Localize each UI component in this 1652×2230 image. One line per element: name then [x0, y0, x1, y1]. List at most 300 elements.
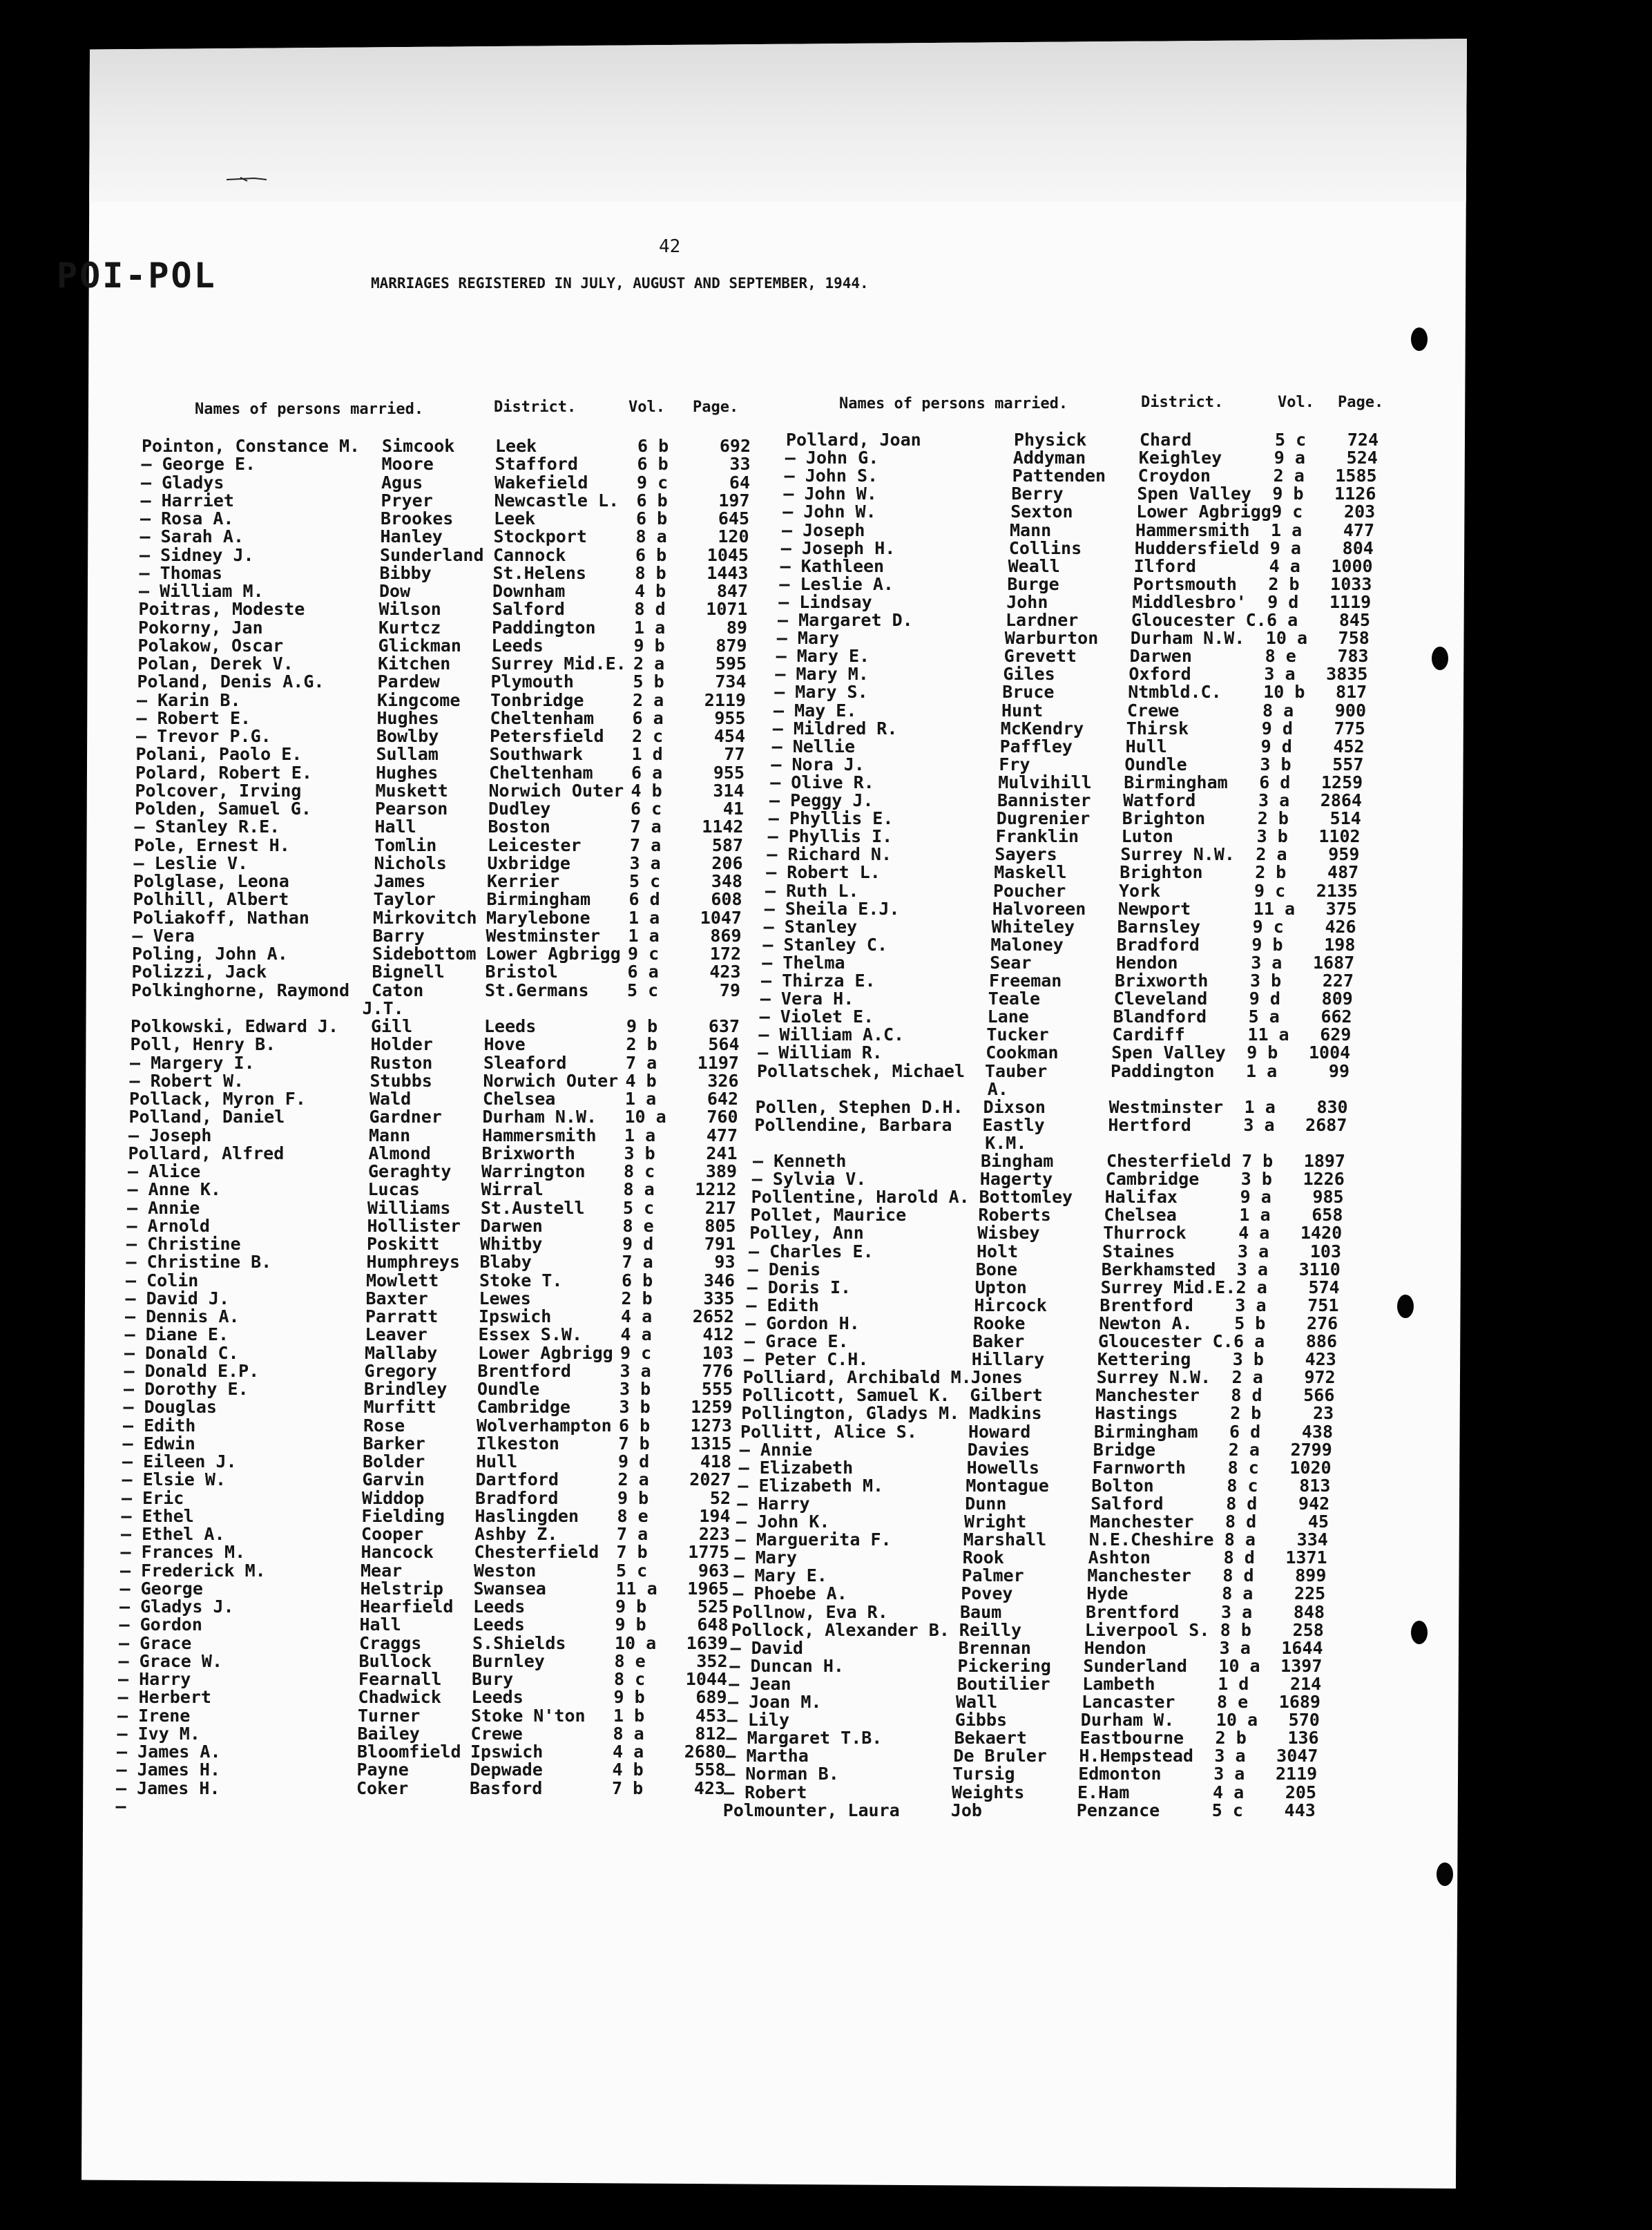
- entry-page: 1273: [690, 1415, 732, 1436]
- entry-page: 899: [1295, 1565, 1327, 1586]
- register-entry: [123, 1435, 731, 1453]
- entry-vol: 9 c: [1252, 916, 1284, 937]
- entry-page: 438: [1301, 1421, 1333, 1442]
- entry-spouse: Payne: [356, 1760, 409, 1780]
- left-district-header: District.: [494, 399, 577, 416]
- register-entry: [129, 1108, 737, 1126]
- entry-name: — Gordon H.: [745, 1313, 860, 1333]
- entry-page: 775: [1334, 718, 1365, 738]
- entry-district: Ipswich: [470, 1742, 544, 1762]
- entry-name: — Grace: [119, 1632, 192, 1653]
- entry-page: 1397: [1280, 1655, 1323, 1676]
- entry-district: Cardiff: [1112, 1025, 1185, 1045]
- entry-spouse: Franklin: [995, 826, 1079, 847]
- register-entry: [753, 1152, 1361, 1170]
- register-entry: [122, 1471, 730, 1489]
- register-entry: [723, 1802, 1331, 1820]
- entry-page: 847: [716, 581, 748, 601]
- register-entry: [740, 1423, 1348, 1441]
- entry-spouse: Lane: [987, 1007, 1029, 1027]
- register-entry: [785, 467, 1392, 485]
- entry-district: Leeds: [491, 635, 544, 656]
- entry-spouse: Addyman: [1012, 448, 1086, 468]
- entry-name: — Donald C.: [124, 1342, 239, 1363]
- entry-page: 830: [1316, 1096, 1348, 1117]
- entry-spouse: Reilly: [959, 1619, 1022, 1640]
- entry-district: Newport: [1117, 898, 1191, 919]
- entry-district: Chesterfield: [1106, 1151, 1231, 1171]
- register-entry: [767, 846, 1374, 864]
- entry-name: — Denis: [747, 1259, 821, 1279]
- entry-spouse: Hagerty: [979, 1169, 1053, 1190]
- entry-district: Manchester: [1087, 1565, 1191, 1586]
- entry-district: Bridge: [1093, 1439, 1156, 1460]
- entry-spouse: Halvoreen: [992, 898, 1086, 919]
- entry-vol: 1 a: [1244, 1096, 1276, 1117]
- entry-page: 423: [709, 962, 741, 982]
- entry-vol: 6 a: [1233, 1331, 1265, 1351]
- register-entry: [774, 702, 1381, 720]
- entry-spouse: Nichols: [374, 852, 447, 873]
- entry-spouse: Mann: [369, 1125, 411, 1145]
- entry-name: — Gladys: [141, 472, 224, 493]
- right-names-header: Names of persons married.: [839, 395, 1068, 412]
- entry-vol: 6 a: [631, 762, 663, 783]
- entry-page: 334: [1296, 1529, 1328, 1550]
- entry-district: Brixworth: [481, 1143, 575, 1163]
- entry-name: — Annie: [739, 1439, 813, 1460]
- entry-district: Wirral: [481, 1179, 544, 1200]
- entry-spouse: Kitchen: [378, 654, 451, 674]
- register-entry: [782, 503, 1390, 521]
- register-entry: [744, 1351, 1352, 1369]
- entry-page: 1047: [700, 907, 742, 928]
- entry-vol: 9 a: [1269, 537, 1301, 558]
- entry-page: 1644: [1281, 1637, 1323, 1658]
- register-entry: [137, 689, 746, 710]
- entry-name: — Arnold: [126, 1215, 210, 1236]
- register-entry: [131, 1000, 739, 1018]
- entry-vol: 8 c: [624, 1161, 655, 1181]
- entry-name: — Robert L.: [766, 862, 881, 883]
- entry-name: — George E.: [141, 454, 256, 475]
- entry-page: 2119: [704, 689, 746, 710]
- entry-page: 203: [1344, 502, 1376, 522]
- entry-vol: 7 a: [622, 1252, 653, 1273]
- entry-name: — Ethel: [121, 1505, 194, 1526]
- entry-name: Pollicott, Samuel K.: [742, 1385, 950, 1406]
- entry-name: — Margery I.: [130, 1052, 255, 1073]
- entry-district: Petersfield: [490, 726, 604, 746]
- entry-page: 2680: [684, 1742, 726, 1762]
- entry-page: 817: [1336, 682, 1367, 703]
- entry-vol: 3 b: [1232, 1349, 1264, 1370]
- entry-spouse: Dow: [379, 581, 411, 601]
- entry-name: — Elizabeth M.: [738, 1475, 884, 1496]
- register-entry: [782, 522, 1390, 540]
- register-entry: [129, 1090, 737, 1108]
- entry-vol: 3 a: [1235, 1295, 1267, 1315]
- entry-spouse: Mallaby: [365, 1342, 438, 1363]
- entry-vol: 3 a: [1251, 952, 1283, 973]
- entry-page: 1000: [1331, 555, 1373, 576]
- entry-name: Pollnow, Eva R.: [732, 1601, 888, 1622]
- entry-spouse: Rose: [363, 1415, 405, 1436]
- entry-district: N.E.Cheshire: [1088, 1529, 1214, 1550]
- surname-range: POI-POL: [57, 256, 217, 296]
- entry-page: 241: [706, 1143, 738, 1163]
- entry-page: 205: [1285, 1782, 1316, 1802]
- entry-vol: 3 a: [1214, 1746, 1246, 1766]
- entry-spouse: Cooper: [361, 1524, 424, 1544]
- entry-spouse: Weights: [952, 1782, 1025, 1802]
- entry-district: Surrey N.W.: [1120, 844, 1235, 865]
- entry-name: — Margaret D.: [778, 610, 913, 630]
- entry-page: 64: [729, 472, 750, 493]
- entry-name: — Ivy M.: [117, 1723, 200, 1744]
- register-entry: [775, 665, 1383, 683]
- entry-page: 645: [718, 508, 749, 528]
- entry-name: Pollitt, Alice S.: [740, 1421, 917, 1442]
- entry-district: Surrey Mid.E.: [491, 654, 626, 674]
- entry-vol: 3 a: [1258, 790, 1290, 810]
- entry-page: 1212: [695, 1179, 737, 1200]
- register-entry: [141, 492, 749, 510]
- entry-page: 848: [1293, 1601, 1325, 1622]
- entry-page: 558: [694, 1760, 726, 1780]
- entry-spouse: McKendry: [1000, 718, 1084, 738]
- entry-name: — Thelma: [762, 952, 845, 973]
- entry-district: Chard: [1140, 430, 1192, 450]
- entry-page: 103: [702, 1342, 733, 1363]
- entry-vol: 3 a: [1243, 1114, 1275, 1135]
- entry-spouse: Hearfield: [360, 1597, 454, 1617]
- entry-district: Leeds: [484, 1016, 537, 1036]
- entry-vol: 1 a: [628, 907, 660, 928]
- entry-name: — Karin B.: [137, 689, 241, 710]
- entry-spouse: Brindley: [364, 1379, 448, 1399]
- entry-district: Ntmbld.C.: [1128, 682, 1222, 703]
- register-entry: [742, 1386, 1350, 1404]
- entry-page: 120: [718, 526, 749, 547]
- entry-name: — Herbert: [117, 1687, 211, 1708]
- entry-vol: 8 c: [1227, 1457, 1259, 1478]
- entry-district: Downham: [492, 581, 566, 601]
- entry-spouse: Ruston: [370, 1052, 433, 1073]
- entry-page: 648: [697, 1614, 729, 1635]
- entry-spouse: Bone: [975, 1259, 1018, 1279]
- register-entry: [125, 1326, 733, 1344]
- register-entry: [760, 990, 1368, 1008]
- entry-name: Poll, Henry B.: [130, 1034, 276, 1055]
- entry-spouse: Burge: [1007, 573, 1059, 594]
- entry-district: S.Shields: [472, 1632, 566, 1653]
- entry-spouse: Cookman: [986, 1042, 1059, 1063]
- register-entry: [762, 954, 1370, 972]
- entry-spouse: Kurtcz: [378, 617, 441, 638]
- entry-name: — John S.: [784, 466, 878, 486]
- register-entry: [128, 1127, 736, 1145]
- register-entry: [753, 1134, 1361, 1152]
- entry-page: 326: [707, 1070, 739, 1091]
- register-entry: [130, 1072, 738, 1090]
- entry-name: — James H.: [116, 1760, 221, 1780]
- entry-page: 804: [1342, 537, 1374, 558]
- entry-district: Dudley: [488, 799, 551, 819]
- entry-page: 692: [719, 436, 751, 456]
- entry-district: Brixworth: [1115, 971, 1209, 991]
- entry-spouse: Murfitt: [363, 1397, 436, 1418]
- register-entry: [136, 727, 744, 745]
- entry-page: 776: [702, 1360, 733, 1381]
- entry-district: Manchester: [1090, 1512, 1194, 1532]
- entry-page: 1102: [1318, 826, 1361, 847]
- entry-spouse: Davies: [967, 1439, 1030, 1460]
- entry-page: 99: [1328, 1060, 1350, 1081]
- entry-spouse: Garvin: [362, 1469, 425, 1490]
- entry-name: — Kenneth: [753, 1151, 847, 1171]
- entry-district: Lower Agbrigg: [486, 944, 621, 964]
- entry-name: — William A.C.: [758, 1025, 905, 1045]
- entry-district: Leek: [494, 508, 536, 528]
- entry-name: — Joseph: [782, 520, 865, 540]
- entry-district: Stoke N'ton: [471, 1705, 586, 1726]
- register-entry: [117, 1725, 725, 1743]
- entry-spouse: Bailey: [357, 1723, 420, 1744]
- entry-page: 959: [1328, 844, 1360, 865]
- register-entry: [748, 1261, 1356, 1279]
- register-entry: [128, 1181, 736, 1199]
- entry-district: Hull: [1125, 736, 1167, 756]
- entry-vol: 8 b: [1220, 1619, 1251, 1640]
- register-entry: [135, 800, 742, 818]
- entry-page: 955: [714, 707, 746, 728]
- entry-name: Pollington, Gladys M.: [741, 1403, 960, 1424]
- register-entry: [735, 1549, 1343, 1567]
- entry-name: Polcover, Irving: [135, 780, 302, 801]
- entry-vol: 8 e: [614, 1650, 646, 1671]
- entry-page: 1259: [1320, 772, 1363, 792]
- entry-spouse: Bottomley: [979, 1187, 1073, 1208]
- entry-page: 1689: [1278, 1692, 1320, 1712]
- entry-name: Polani, Paolo E.: [135, 744, 302, 765]
- entry-name: Pollentine, Harold A.: [751, 1187, 970, 1208]
- register-entry: [131, 1036, 738, 1054]
- entry-spouse: Brookes: [381, 508, 454, 528]
- entry-vol: 7 b: [1242, 1151, 1274, 1171]
- entry-name: — Mary: [734, 1547, 797, 1568]
- entry-district: Liverpool S.: [1084, 1619, 1210, 1640]
- entry-spouse: Wisbey: [977, 1223, 1040, 1243]
- register-entry: [126, 1272, 733, 1290]
- register-entry: [123, 1417, 731, 1435]
- entry-name: — Grace W.: [118, 1650, 223, 1671]
- entry-district: Leeds: [472, 1614, 525, 1635]
- entry-vol: 1 d: [631, 744, 663, 765]
- entry-vol: 2 b: [1268, 573, 1300, 594]
- entry-name: — Sidney J.: [140, 544, 254, 565]
- entry-spouse: Grevett: [1003, 646, 1077, 667]
- entry-name: Pokorny, Jan: [138, 617, 263, 638]
- register-entry: [140, 510, 748, 528]
- register-entry: [729, 1675, 1336, 1693]
- entry-name: — George: [119, 1578, 203, 1599]
- entry-district: Wolverhampton: [477, 1415, 612, 1436]
- register-entry: [785, 449, 1393, 467]
- register-entry: [122, 1489, 729, 1507]
- entry-vol: 11 a: [1253, 898, 1296, 919]
- entry-name: Pollack, Myron F.: [129, 1089, 306, 1109]
- entry-district: Ashby Z.: [474, 1524, 558, 1544]
- register-entry: [736, 1531, 1343, 1549]
- entry-spouse: Mowlett: [366, 1270, 439, 1290]
- register-entry: [732, 1603, 1340, 1621]
- entry-vol: 3 a: [1221, 1601, 1253, 1622]
- entry-district: Paddington: [492, 617, 596, 638]
- register-entry: [133, 909, 740, 927]
- register-entry: [119, 1616, 727, 1634]
- entry-district: Hertford: [1108, 1114, 1191, 1135]
- entry-page: 41: [722, 799, 744, 819]
- entry-district: Durham N.W.: [482, 1107, 597, 1127]
- entry-spouse: Holder: [370, 1034, 433, 1055]
- register-entry: [733, 1585, 1341, 1603]
- entry-page: 879: [715, 635, 747, 656]
- entry-spouse: Simcook: [382, 436, 455, 456]
- entry-name: — Colin: [126, 1270, 199, 1290]
- entry-vol: 6 d: [1229, 1421, 1261, 1442]
- register-entry: [124, 1380, 731, 1398]
- register-entry: [770, 774, 1378, 792]
- entry-district: Leeds: [471, 1687, 524, 1708]
- register-entry: [750, 1206, 1358, 1224]
- entry-district: Halifax: [1104, 1187, 1178, 1208]
- entry-spouse: John: [1006, 591, 1048, 612]
- register-entry: [751, 1188, 1359, 1206]
- entry-page: 985: [1312, 1187, 1344, 1208]
- entry-vol: 4 a: [1269, 555, 1300, 576]
- entry-vol: 8 d: [1225, 1512, 1257, 1532]
- entry-district: Stockport: [493, 526, 587, 547]
- entry-name: — Joan M.: [728, 1692, 822, 1712]
- entry-page: 136: [1287, 1728, 1319, 1748]
- entry-vol: 5 b: [1234, 1313, 1266, 1333]
- entry-name: — Thirza E.: [761, 971, 876, 991]
- entry-page: 452: [1333, 736, 1365, 756]
- register-entry: [778, 593, 1386, 611]
- register-entry: [774, 683, 1382, 701]
- entry-vol: 2 b: [1215, 1728, 1247, 1748]
- entry-name: Pole, Ernest H.: [134, 835, 290, 855]
- entry-name: Polhill, Albert: [133, 889, 289, 910]
- entry-name: — Irene: [117, 1705, 191, 1726]
- entry-vol: 9 d: [1261, 718, 1293, 738]
- entry-vol: 6 a: [1267, 610, 1298, 630]
- entry-district: Hendon: [1115, 952, 1178, 973]
- entry-vol: 5 c: [616, 1560, 648, 1581]
- entry-spouse: Pardew: [377, 671, 440, 692]
- entry-district: Barnsley: [1117, 916, 1201, 937]
- register-entry: [772, 738, 1380, 756]
- entry-name: — Ruth L.: [765, 880, 859, 901]
- entry-vol: 1 a: [1246, 1060, 1278, 1081]
- register-entry: [135, 818, 742, 836]
- entry-page: 525: [697, 1597, 729, 1617]
- register-entry: [141, 474, 749, 492]
- entry-district: Bradford: [1116, 934, 1200, 955]
- entry-district: St.Germans: [485, 980, 589, 1000]
- entry-vol: 9 b: [1247, 1042, 1278, 1063]
- entry-page: 93: [714, 1252, 736, 1273]
- entry-name: — John W.: [783, 484, 877, 504]
- register-entry: [727, 1729, 1334, 1747]
- entry-district: Lewes: [479, 1288, 531, 1308]
- entry-spouse: Almond: [368, 1143, 431, 1163]
- entry-page: 783: [1337, 646, 1369, 667]
- entry-vol: 1 a: [628, 925, 660, 946]
- entry-district: Hastings: [1095, 1403, 1178, 1424]
- entry-district: Stoke T.: [479, 1270, 563, 1290]
- entry-district: Manchester: [1095, 1385, 1200, 1406]
- register-entry: [780, 537, 1389, 558]
- entry-page: 942: [1298, 1493, 1330, 1514]
- entry-district: Crewe: [470, 1723, 523, 1744]
- entry-name: — Edith: [123, 1415, 196, 1436]
- entry-name: — Mary E.: [776, 646, 870, 667]
- register-entry: [124, 1362, 732, 1380]
- register-entry: [746, 1297, 1354, 1315]
- register-entry: [135, 764, 743, 782]
- entry-district: Croydon: [1137, 466, 1211, 486]
- register-entry: [120, 1562, 728, 1580]
- entry-page: 352: [696, 1650, 728, 1671]
- entry-page: 642: [707, 1089, 738, 1109]
- entry-spouse: Barker: [363, 1433, 425, 1454]
- entry-page: 443: [1284, 1800, 1316, 1820]
- entry-spouse: Barry: [372, 925, 425, 946]
- entry-vol: 9 d: [1267, 591, 1299, 612]
- entry-spouse: Poucher: [993, 880, 1066, 901]
- entry-page: 1639: [686, 1632, 728, 1653]
- entry-name: Polizzi, Jack: [131, 962, 267, 982]
- entry-district: E.Ham: [1077, 1782, 1130, 1802]
- entry-district: Wakefield: [494, 472, 588, 493]
- entry-vol: 5 c: [623, 1197, 655, 1218]
- entry-page: 791: [704, 1234, 736, 1254]
- entry-district: Hammersmith: [482, 1125, 597, 1145]
- entry-name: — Vera H.: [760, 989, 854, 1009]
- entry-vol: 2 a: [633, 654, 665, 674]
- entry-district: Cambridge: [1105, 1169, 1200, 1190]
- register-entry: [729, 1657, 1337, 1675]
- entry-district: Brighton: [1120, 862, 1203, 883]
- register-entry: [749, 1243, 1356, 1261]
- entry-district: Cheltenham: [490, 707, 595, 728]
- entry-name: — James A.: [117, 1742, 221, 1762]
- entry-vol: 9 b: [617, 1487, 649, 1508]
- entry-page: 557: [1332, 754, 1364, 774]
- entry-district: St.Helens: [492, 562, 586, 583]
- entry-name: — Robert: [724, 1782, 807, 1802]
- entry-spouse: Bruce: [1002, 682, 1055, 703]
- entry-spouse: Holt: [977, 1241, 1019, 1261]
- entry-name: — Doris I.: [747, 1277, 852, 1297]
- register-entry: [122, 1507, 729, 1525]
- entry-page: 2799: [1290, 1439, 1332, 1460]
- entry-district: Cheltenham: [489, 762, 593, 783]
- register-entry: [117, 1707, 725, 1725]
- entry-spouse: Muskett: [375, 780, 448, 801]
